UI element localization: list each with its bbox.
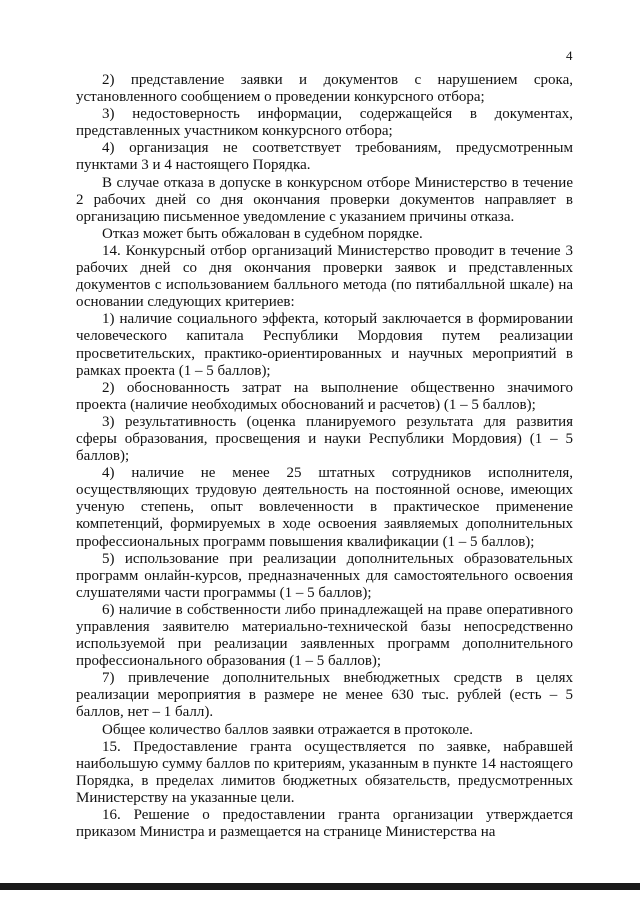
paragraph-section-15: 15. Предоставление гранта осуществляется по заявке, набравшей наибольшую сумму баллов по критериям, указанным в пункте 14 настоящего Порядка, в пределах лимитов бюджетных обязательств, предусмотренных Министерству на указанные цели. <box>76 738 573 806</box>
criterion-5: 5) использование при реализации дополнительных образовательных программ онлайн-курсов, предназначенных для самостоятельного освоения слушателями части программы (1 – 5 баллов); <box>76 550 573 601</box>
criterion-4: 4) наличие не менее 25 штатных сотрудников исполнителя, осуществляющих трудовую деятельность на постоянной основе, имеющих ученую степень, опыт вовлеченности в практическое применение компетенций, формируемых в ходе освоения заявляемых дополнительных профессиональных программ повышения квалификации (1 – 5 баллов); <box>76 465 573 550</box>
paragraph-item-3: 3) недостоверность информации, содержащейся в документах, представленных участником конкурсного отбора; <box>76 106 573 140</box>
page-number: 4 <box>566 48 573 63</box>
paragraph-refusal-notice: В случае отказа в допуске в конкурсном отборе Министерство в течение 2 рабочих дней со дня окончания проверки документов направляет в организацию письменное уведомление с указанием причины отказа. <box>76 174 573 225</box>
criterion-3: 3) результативность (оценка планируемого результата для развития сферы образования, просвещения и науки Республики Мордовия) (1 – 5 баллов); <box>76 413 573 465</box>
criterion-2: 2) обоснованность затрат на выполнение общественно значимого проекта (наличие необходимых обоснований и расчетов) (1 – 5 баллов); <box>76 379 573 413</box>
paragraph-total-score: Общее количество баллов заявки отражается в протоколе. <box>102 721 473 738</box>
paragraph-appeal: Отказ может быть обжалован в судебном порядке. <box>102 225 423 242</box>
criterion-1: 1) наличие социального эффекта, который заключается в формировании человеческого капитала Республики Мордовия путем реализации просветительских, практико-ориентированных и научных мероприятий в рамках проекта (1 – 5 баллов); <box>76 311 573 379</box>
paragraph-section-14: 14. Конкурсный отбор организаций Министерство проводит в течение 3 рабочих дней со дня окончания проверки заявок и представленных документов с использованием балльного метода (по пятибалльной шкале) на основании следующих критериев: <box>76 242 573 311</box>
paragraph-item-2: 2) представление заявки и документов с нарушением срока, установленного сообщением о проведении конкурсного отбора; <box>76 72 573 106</box>
scan-bottom-edge <box>0 883 640 890</box>
document-body <box>76 72 573 841</box>
criterion-7: 7) привлечение дополнительных внебюджетных средств в целях реализации мероприятия в размере не менее 630 тыс. рублей (есть – 5 баллов, нет – 1 балл). <box>76 670 573 721</box>
criterion-6: 6) наличие в собственности либо принадлежащей на праве оперативного управления заявителю материально-технической базы непосредственно используемой при реализации заявленных программ дополнительного профессионального образования (1 – 5 баллов); <box>76 601 573 670</box>
paragraph-section-16: 16. Решение о предоставлении гранта организации утверждается приказом Министра и размещается на странице Министерства на <box>76 807 573 841</box>
paragraph-item-4: 4) организация не соответствует требованиям, предусмотренным пунктами 3 и 4 настоящего Порядка. <box>76 140 573 174</box>
